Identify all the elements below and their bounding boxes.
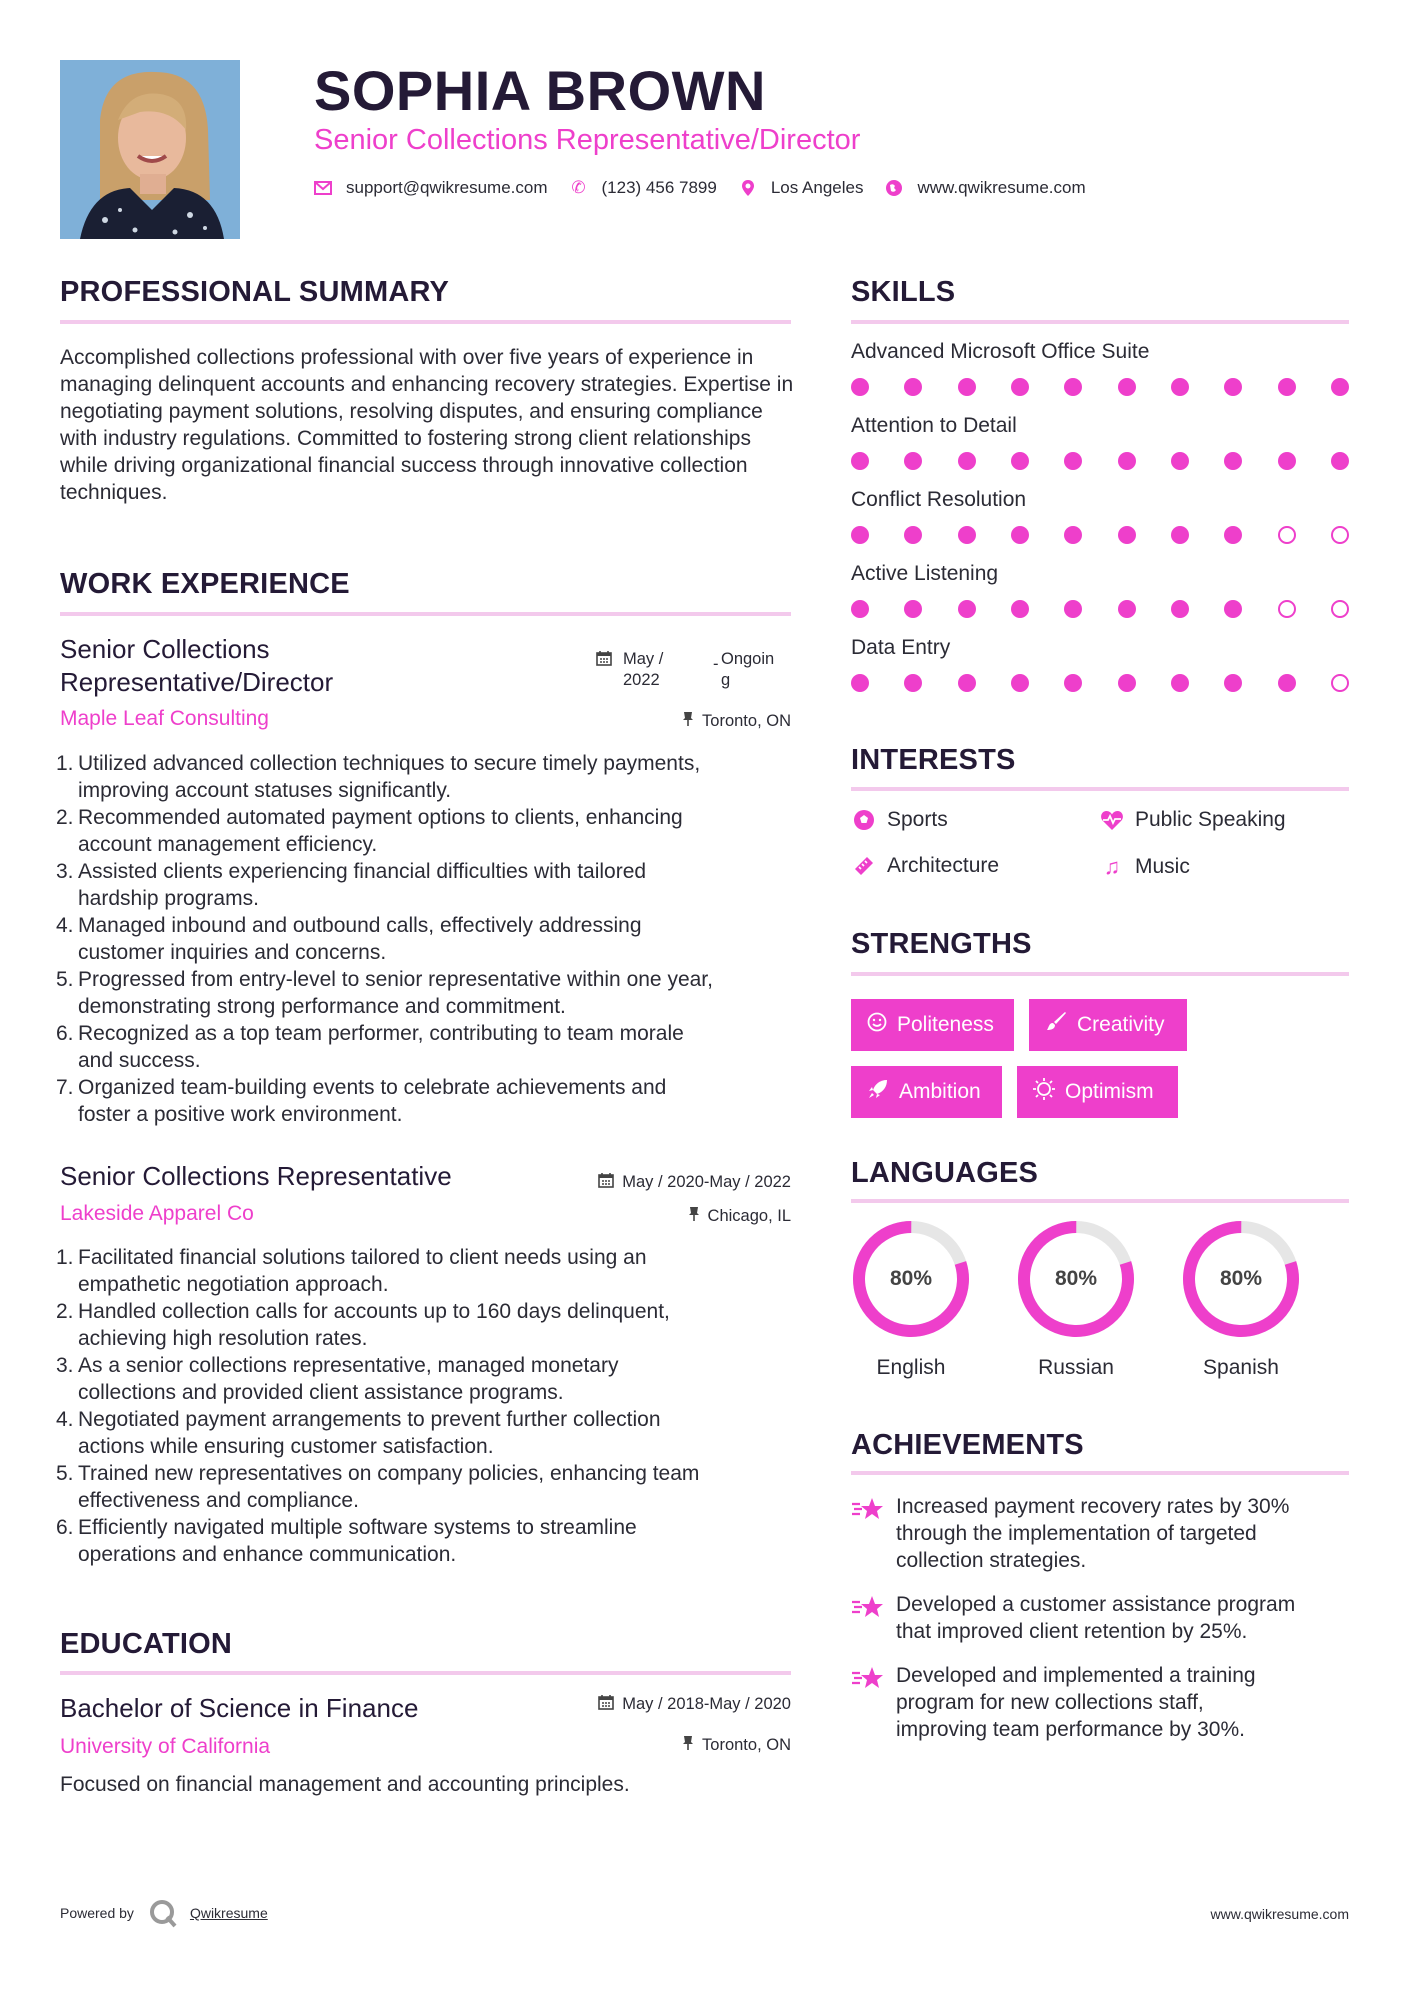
qwikresume-logo-icon	[148, 1898, 178, 1928]
job-dates-1	[596, 650, 620, 671]
rating-dot-filled	[904, 378, 922, 396]
school-name: University of California	[60, 1735, 271, 1758]
list-item: 3. As a senior collections representative, managed monetary collections and provided client assistance programs.	[56, 1354, 619, 1404]
rating-dot-filled	[1171, 452, 1189, 470]
rating-dot-filled	[1064, 526, 1082, 544]
contact-bar	[314, 178, 1108, 198]
job-title-1: Senior Collections Representative/Director	[60, 634, 334, 697]
rating-dot-empty	[1278, 600, 1296, 618]
brush-icon	[1045, 1012, 1067, 1038]
skill-name: Conflict Resolution	[851, 488, 1027, 511]
candidate-title: Senior Collections Representative/Director	[314, 124, 861, 156]
powered-by: Powered by Qwikresume	[60, 1898, 268, 1928]
rating-dot-filled	[1064, 600, 1082, 618]
language-percent: 80%	[1219, 1267, 1263, 1290]
strength-ambition: Ambition	[851, 1066, 1002, 1118]
list-item: 1. Facilitated financial solutions tailored to client needs using an empathetic negotiation approach.	[56, 1246, 647, 1296]
list-item: 5. Progressed from entry-level to senior representative within one year, demonstrating strong performance and commitment.	[56, 968, 713, 1018]
skills-divider	[851, 320, 1349, 324]
experience-heading: WORK EXPERIENCE	[60, 568, 350, 600]
candidate-name: SOPHIA BROWN	[314, 59, 766, 122]
qwikresume-link[interactable]: Qwikresume	[189, 1905, 268, 1921]
soccer-ball-icon	[851, 808, 877, 832]
company-1: Maple Leaf Consulting	[60, 707, 269, 730]
summary-heading: PROFESSIONAL SUMMARY	[60, 276, 450, 308]
rating-dot-filled	[851, 378, 869, 396]
footer-url[interactable]: www.qwikresume.com	[1210, 1906, 1349, 1922]
rating-dot-filled	[1171, 378, 1189, 396]
summary-divider	[60, 320, 791, 324]
rating-dot-filled	[1331, 452, 1349, 470]
job-1-start-date: May / 2022	[623, 650, 664, 689]
skill-name: Advanced Microsoft Office Suite	[851, 340, 1150, 363]
interest-music: ♫ Music	[1099, 854, 1190, 880]
rating-dot-filled	[1224, 378, 1242, 396]
interest-architecture: Architecture	[851, 854, 999, 878]
rating-dot-filled	[1278, 378, 1296, 396]
job-2-responsibilities	[56, 1244, 800, 1568]
interest-public-speaking: Public Speaking	[1099, 808, 1286, 832]
rating-dot-filled	[851, 600, 869, 618]
interests-divider	[851, 787, 1349, 791]
rocket-icon	[867, 1078, 889, 1106]
achievements-heading: ACHIEVEMENTS	[851, 1429, 1084, 1461]
rating-dot-filled	[958, 526, 976, 544]
list-item: 2. Recommended automated payment options to clients, enhancing account management efficiency.	[56, 806, 683, 856]
interest-sports: Sports	[851, 808, 948, 832]
phone-text: (123) 456 7899	[601, 178, 717, 197]
rating-dot-filled	[958, 452, 976, 470]
language-name: Spanish	[1203, 1356, 1279, 1379]
rating-dot-filled	[1011, 378, 1029, 396]
interests-heading: INTERESTS	[851, 744, 1016, 776]
strengths-heading: STRENGTHS	[851, 928, 1032, 960]
pushpin-icon	[682, 711, 694, 732]
calendar-icon	[596, 650, 612, 671]
calendar-icon	[598, 1172, 614, 1193]
list-item: 7. Organized team-building events to celebrate achievements and foster a positive work environment.	[56, 1076, 667, 1126]
job-1-end-date: Ongoin g	[721, 650, 775, 689]
company-2: Lakeside Apparel Co	[60, 1202, 254, 1225]
list-item: 1. Utilized advanced collection techniques to secure timely payments, improving account statuses significantly.	[56, 752, 701, 802]
globe-icon	[885, 179, 903, 197]
language-percent: 80%	[1054, 1267, 1098, 1290]
rating-dot-filled	[1011, 600, 1029, 618]
list-item: 6. Efficiently navigated multiple software systems to streamline operations and enhance communication.	[56, 1516, 637, 1566]
rating-dot-filled	[1011, 526, 1029, 544]
heartbeat-icon	[1099, 809, 1125, 831]
rating-dot-empty	[1278, 526, 1296, 544]
rating-dot-filled	[1171, 600, 1189, 618]
pushpin-icon	[688, 1206, 700, 1227]
job-location-2: Chicago, IL	[688, 1206, 791, 1227]
strength-optimism: Optimism	[1017, 1066, 1178, 1118]
skill-rating	[851, 600, 1349, 620]
rating-dot-filled	[958, 378, 976, 396]
education-divider	[60, 1671, 791, 1675]
rating-dot-filled	[1064, 452, 1082, 470]
language-item	[850, 1218, 972, 1379]
rating-dot-filled	[958, 674, 976, 692]
language-item	[1180, 1218, 1302, 1379]
skill-rating	[851, 378, 1349, 398]
rating-dot-filled	[1224, 674, 1242, 692]
education-description: Focused on financial management and accounting principles.	[60, 1773, 630, 1796]
job-1-responsibilities	[56, 750, 800, 1128]
rating-dot-filled	[1118, 452, 1136, 470]
shooting-star-icon	[851, 1594, 883, 1626]
languages-divider	[851, 1199, 1349, 1203]
rating-dot-filled	[1064, 674, 1082, 692]
skill-rating	[851, 452, 1349, 472]
list-item: 3. Assisted clients experiencing financial difficulties with tailored hardship programs.	[56, 860, 647, 910]
skill-name: Attention to Detail	[851, 414, 1017, 437]
skill-name: Active Listening	[851, 562, 999, 585]
rating-dot-filled	[1171, 674, 1189, 692]
contact-phone[interactable]	[570, 178, 717, 198]
language-item	[1015, 1218, 1137, 1379]
calendar-icon	[598, 1694, 614, 1715]
rating-dot-filled	[904, 452, 922, 470]
rating-dot-filled	[1011, 452, 1029, 470]
smile-icon	[867, 1012, 887, 1038]
rating-dot-filled	[851, 526, 869, 544]
job-1-date-separator: -	[713, 655, 719, 673]
achievements-divider	[851, 1471, 1349, 1475]
degree-title: Bachelor of Science in Finance	[60, 1693, 419, 1723]
strengths-divider	[851, 972, 1349, 976]
website-text: www.qwikresume.com	[917, 178, 1086, 197]
rating-dot-filled	[851, 452, 869, 470]
pencil-ruler-icon	[851, 854, 877, 878]
language-name: English	[876, 1356, 946, 1379]
map-pin-icon	[739, 179, 757, 197]
rating-dot-filled	[1118, 526, 1136, 544]
list-item: 5. Trained new representatives on company policies, enhancing team effectiveness and compliance.	[56, 1462, 700, 1512]
rating-dot-filled	[1331, 378, 1349, 396]
rating-dot-filled	[1118, 674, 1136, 692]
languages-heading: LANGUAGES	[851, 1157, 1039, 1189]
education-heading: EDUCATION	[60, 1628, 233, 1660]
experience-divider	[60, 612, 791, 616]
language-name: Russian	[1038, 1356, 1114, 1379]
pushpin-icon	[682, 1735, 694, 1756]
rating-dot-filled	[851, 674, 869, 692]
summary-text: Accomplished collections professional with over five years of experience in managing delinquent accounts and enhancing recovery strategies. Expertise in negotiating payment solutions, resolving disputes, and ensuring compliance with industry regulations. Committed to fostering strong client relationships while driving organizational financial success through innovative collection techniques.	[60, 346, 794, 504]
strength-politeness: Politeness	[851, 999, 1014, 1051]
contact-location	[739, 178, 864, 198]
rating-dot-filled	[1224, 452, 1242, 470]
envelope-icon	[314, 181, 332, 195]
job-location-1: Toronto, ON	[682, 711, 791, 732]
rating-dot-filled	[1224, 600, 1242, 618]
rating-dot-filled	[1278, 674, 1296, 692]
rating-dot-filled	[1278, 452, 1296, 470]
email-text: support@qwikresume.com	[346, 178, 548, 197]
location-text: Los Angeles	[770, 178, 864, 197]
language-percent: 80%	[889, 1267, 933, 1290]
strength-creativity: Creativity	[1029, 999, 1187, 1051]
phone-icon: ✆	[571, 178, 586, 197]
shooting-star-icon	[851, 1496, 883, 1528]
skill-name: Data Entry	[851, 636, 951, 659]
music-note-icon: ♫	[1103, 854, 1121, 879]
rating-dot-filled	[1224, 526, 1242, 544]
education-location: Toronto, ON	[682, 1735, 791, 1756]
list-item: 4. Managed inbound and outbound calls, effectively addressing customer inquiries and concerns.	[56, 914, 642, 964]
resume-page: SOPHIA BROWN Senior Collections Representative/Director support@qwikresume.com ✆ (123) 456 7899 Los Angeles www.qwikresume.com PROFESSIONAL SUMMARY Accomplished collections professional with over five years of experience in managing delinquent accounts and enhancing recovery strategies. Expertise in negotiating payment solutions, resolving disputes, and ensuring compliance with industry regulations. Committed to fostering strong client relationships while driving organizational financial success through innovative collection techniques. WORK EXPERIENCE Senior Collections Representative/Director May / 2022 - Ongoin g Maple Leaf Consulting Toronto, ON 1. Utilized advanced collection techniques to secure timely payments, improving account statuses significantly. 2. Recommended automated payment options to clients, enhancing account management efficiency. 3. Assisted clients experiencing financial difficulties with tailored hardship programs. 4. Managed inbound and outbound calls, effectively addressing customer inquiries and concerns. 5. Progressed from entry-level to senior representative within one year, demonstrating strong performance and commitment. 6. Recognized as a top team performer, contributing to team morale and success. 7. Organized team-building events to celebrate achievements and foster a positive work environment. Senior Collections Representative May / 2020-May / 2022 Lakeside Apparel Co Chicago, IL 1. Facilitated financial solutions tailored to client needs using an empathetic negotiation approach. 2. Handled collection calls for accounts up to 160 days delinquent, achieving high resolution rates. 3. As a senior collections representative, managed monetary collections and provided client assistance programs. 4. Negotiated payment arrangements to prevent further collection actions while ensuring customer satisfaction. 5. Trained new representatives on company policies, enhancing team effectiveness and compliance. 6. Efficiently navigated multiple software systems to streamline operations and enhance communication. EDUCATION Bachelor of Science in Finance May / 2018-May / 2020 University of California Toronto, ON Focused on financial management and accounting principles. SKILLS Advanced Microsoft Office Suite Attention to Detail Conflict Resolution Active Listening Data Entry INTERESTS Sports Public Speaking Architecture ♫ Music STRENGTHS Politeness Creativity Ambition Optimism LANGUAGES 80% English 80% Russian 80% Spanish ACHIEVEMENTS Increased payment recovery rates by 30% through the implementation of targeted collection strategies. Developed a customer assistance program that improved client retention by 25%. Developed and implemented a training program for new collections staff, improving team performance by 30%. Powered by Qwikresume www.qwikresume.com	[0, 0, 1407, 1990]
list-item: 2. Handled collection calls for accounts up to 160 days delinquent, achieving high resolution rates.	[56, 1300, 670, 1350]
rating-dot-empty	[1331, 526, 1349, 544]
sun-icon	[1033, 1078, 1055, 1106]
list-item: 4. Negotiated payment arrangements to prevent further collection actions while ensuring customer satisfaction.	[56, 1408, 661, 1458]
rating-dot-filled	[1064, 378, 1082, 396]
rating-dot-filled	[1118, 600, 1136, 618]
job-dates-2: May / 2020-May / 2022	[598, 1172, 791, 1193]
rating-dot-empty	[1331, 674, 1349, 692]
skill-rating	[851, 674, 1349, 694]
skill-rating	[851, 526, 1349, 546]
profile-photo	[60, 60, 240, 239]
rating-dot-empty	[1331, 600, 1349, 618]
contact-email[interactable]	[314, 178, 548, 198]
rating-dot-filled	[904, 674, 922, 692]
rating-dot-filled	[958, 600, 976, 618]
rating-dot-filled	[1171, 526, 1189, 544]
shooting-star-icon	[851, 1665, 883, 1697]
rating-dot-filled	[1011, 674, 1029, 692]
contact-website[interactable]	[885, 178, 1085, 198]
job-title-2: Senior Collections Representative	[60, 1161, 452, 1191]
rating-dot-filled	[1118, 378, 1136, 396]
rating-dot-filled	[904, 600, 922, 618]
skills-heading: SKILLS	[851, 276, 956, 308]
list-item: 6. Recognized as a top team performer, contributing to team morale and success.	[56, 1022, 684, 1072]
education-dates: May / 2018-May / 2020	[598, 1694, 791, 1715]
rating-dot-filled	[904, 526, 922, 544]
